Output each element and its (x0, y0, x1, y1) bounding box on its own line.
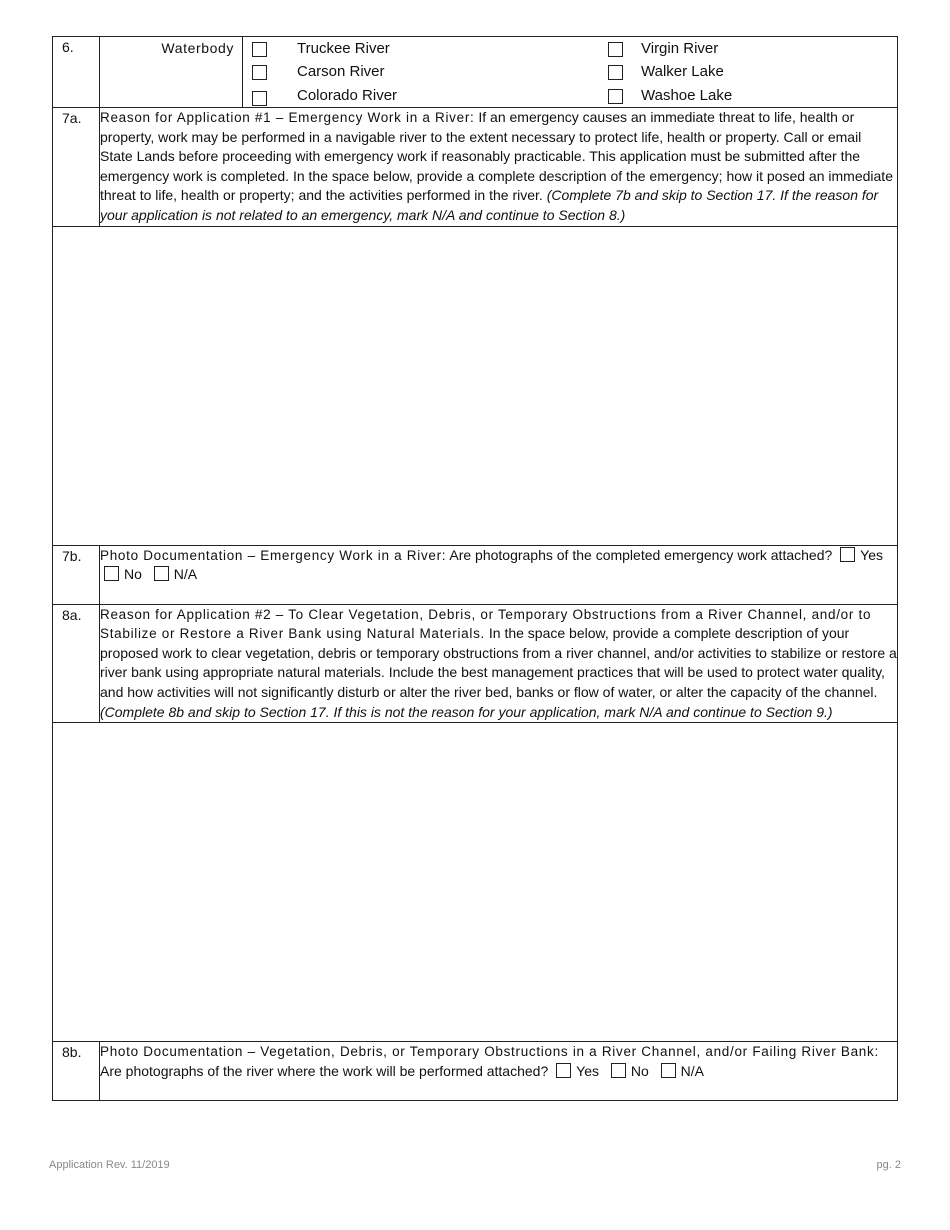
section-heading: Photo Documentation – Emergency Work in a River: (100, 547, 447, 563)
option-carson-river: Carson River (297, 63, 385, 80)
row-8a (53, 604, 898, 723)
section-heading: Reason for Application #1 – Emergency Work in a River: (100, 110, 475, 125)
row-8a-response (53, 723, 898, 1042)
section-7a-text (100, 108, 898, 227)
row-number: 8a. (53, 604, 100, 723)
option-washoe-lake: Washoe Lake (641, 87, 733, 104)
section-8b-text (100, 1042, 898, 1101)
no-label: No (630, 1062, 649, 1079)
footer-page-number: pg. 2 (876, 1159, 901, 1171)
na-label: N/A (173, 566, 198, 583)
section-heading: Photo Documentation – Vegetation, Debris, or Temporary Obstructions in a River Channel, and/or Failing River Bank: (100, 1044, 879, 1060)
section-body: Are photographs of the completed emergency work attached? (446, 546, 833, 563)
footer-revision: Application Rev. 11/2019 (49, 1159, 170, 1171)
checkbox-yes[interactable] (556, 1063, 571, 1078)
checkbox-colorado-river[interactable] (252, 91, 267, 106)
waterbody-label: Waterbody (100, 37, 243, 108)
row-number: 8b. (53, 1042, 100, 1101)
application-form-table (52, 36, 898, 1101)
section-8a-text (100, 604, 898, 723)
checkbox-no[interactable] (611, 1063, 626, 1078)
checkbox-na[interactable] (661, 1063, 676, 1078)
checkbox-no[interactable] (104, 566, 119, 581)
checkbox-carson-river[interactable] (252, 65, 267, 80)
checkbox-virgin-river[interactable] (608, 42, 623, 57)
section-note: (Complete 8b and skip to Section 17. If this is not the reason for your application, mark N/A and continue to Section 9.) (100, 703, 833, 720)
row-number: 7a. (53, 108, 100, 227)
row-7a (53, 108, 898, 227)
na-label: N/A (680, 1062, 705, 1079)
option-colorado-river: Colorado River (297, 87, 398, 104)
waterbody-options (243, 37, 898, 108)
row-number: 6. (53, 37, 100, 108)
yes-label: Yes (576, 1062, 599, 1079)
section-body: Are photographs of the river where the work will be performed attached? (100, 1062, 549, 1079)
vegetation-work-description-field[interactable] (53, 723, 898, 1042)
checkbox-washoe-lake[interactable] (608, 89, 623, 104)
row-7b (53, 545, 898, 604)
option-walker-lake: Walker Lake (641, 63, 724, 80)
section-body: If an emergency causes an immediate threat to life, health or property, work may be performed in a navigable river to the extent necessary to protect life, health or property. Call or email State Lands before proceeding with emergency work if reasonably practicable. This application must be submitted after the emergency work is completed. In the space below, provide a complete description of the emergency; how it posed an immediate threat to life, health or property; and the activities performed in the river. (100, 109, 893, 204)
section-7b-text (100, 545, 898, 604)
row-8b (53, 1042, 898, 1101)
row-6-waterbody (53, 37, 898, 108)
emergency-description-field[interactable] (53, 226, 898, 545)
option-truckee-river: Truckee River (297, 40, 390, 57)
yes-label: Yes (860, 546, 883, 563)
row-number: 7b. (53, 545, 100, 604)
no-label: No (124, 566, 142, 583)
checkbox-walker-lake[interactable] (608, 65, 623, 80)
checkbox-truckee-river[interactable] (252, 42, 267, 57)
checkbox-yes[interactable] (840, 547, 855, 562)
section-note: (Complete 7b and skip to Section 17. If the reason for your application is not related to an emergency, mark N/A and continue to Section 8.) (100, 187, 879, 223)
checkbox-na[interactable] (154, 566, 169, 581)
option-virgin-river: Virgin River (641, 40, 719, 57)
section-body: In the space below, provide a complete description of your proposed work to clear vegetation, debris or temporary obstructions from a river channel, and/or activities to stabilize or restore a river bank using appropriate natural materials. Include the best management practices that will be used to protect water quality, and how activities will not significantly disturb or alter the river bed, banks or flow of water, or alter the capacity of the channel. (100, 625, 897, 700)
section-heading: Reason for Application #2 – To Clear Vegetation, Debris, or Temporary Obstructions from a River Channel, and/or to Stabilize or Restore a River Bank using Natural Materials. (100, 606, 872, 642)
row-7a-response (53, 226, 898, 545)
